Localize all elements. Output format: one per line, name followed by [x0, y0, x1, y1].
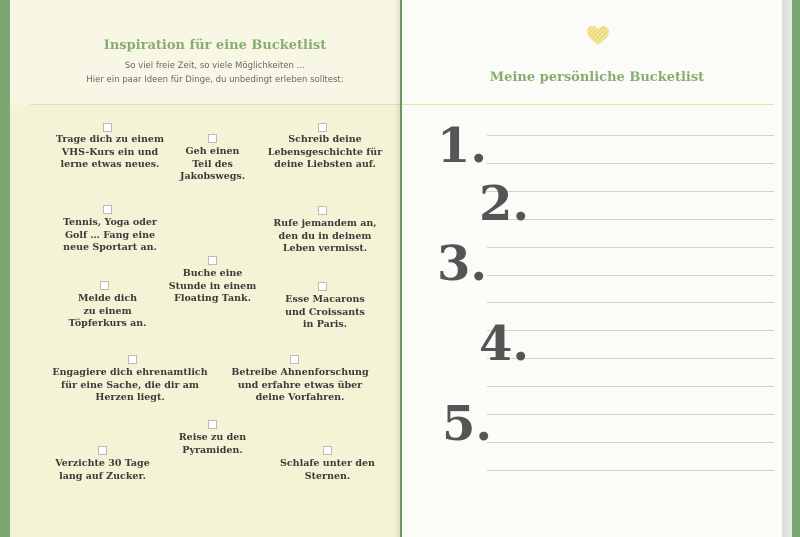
idea-checkbox[interactable]	[103, 123, 112, 132]
idea-text: Geh einen Teil des Jakobswegs.	[179, 146, 246, 182]
idea-text: Esse Macarons und Croissants in Paris.	[285, 294, 365, 330]
idea-checkbox[interactable]	[208, 134, 217, 143]
writing-line	[487, 275, 774, 276]
left-page-title: Inspiration für eine Bucketlist	[103, 38, 327, 53]
page-edge	[782, 0, 792, 537]
idea-text: Schreib deine Lebensgeschichte für deine Liebsten auf.	[267, 134, 383, 170]
idea-text: Betreibe Ahnenforschung und erfahre etwas über deine Vorfahren.	[231, 367, 369, 403]
writing-line	[487, 219, 774, 220]
right-page	[402, 0, 792, 537]
left-header-divider	[30, 104, 400, 105]
idea-text: Melde dich zu einem Töpferkurs an.	[68, 293, 147, 329]
idea-text: Engagiere dich ehrenamtlich für eine Sache, die dir am Herzen liegt.	[52, 367, 208, 403]
idea-checkbox[interactable]	[318, 282, 327, 291]
idea-checkbox[interactable]	[318, 206, 327, 215]
heart-icon	[587, 26, 609, 46]
idea-text: Reise zu den Pyramiden.	[178, 432, 247, 456]
list-number-4: 4.	[479, 316, 530, 372]
left-page	[10, 0, 400, 537]
idea-text: Verzichte 30 Tage lang auf Zucker.	[55, 458, 150, 482]
idea-checkbox[interactable]	[98, 446, 107, 455]
left-page-subtitle-1: So viel freie Zeit, so viele Möglichkeiten …	[124, 61, 306, 71]
writing-line	[487, 442, 774, 443]
idea-text: Schlafe unter den Sternen.	[280, 458, 375, 482]
idea-checkbox[interactable]	[100, 281, 109, 290]
writing-line	[487, 330, 774, 331]
idea-text: Trage dich zu einem VHS-Kurs ein und lerne etwas neues.	[55, 134, 165, 170]
writing-line	[487, 247, 774, 248]
list-number-1: 1.	[437, 118, 488, 174]
right-page-title: Meine persönliche Bucketlist	[489, 70, 705, 85]
writing-line	[487, 470, 774, 471]
idea-text: Tennis, Yoga oder Golf … Fang eine neue Sportart an.	[63, 217, 157, 253]
idea-checkbox[interactable]	[208, 256, 217, 265]
list-number-5: 5.	[442, 396, 493, 452]
list-number-3: 3.	[437, 236, 488, 292]
writing-line	[487, 302, 774, 303]
writing-line	[487, 135, 774, 136]
writing-line	[487, 358, 774, 359]
idea-checkbox[interactable]	[323, 446, 332, 455]
idea-checkbox[interactable]	[318, 123, 327, 132]
idea-text: Rufe jemandem an, den du in deinem Leben vermisst.	[273, 218, 377, 254]
writing-line	[487, 414, 774, 415]
right-header-divider	[402, 104, 774, 105]
writing-line	[487, 163, 774, 164]
writing-line	[487, 191, 774, 192]
idea-checkbox[interactable]	[208, 420, 217, 429]
idea-checkbox[interactable]	[128, 355, 137, 364]
idea-text: Buche eine Stunde in einem Floating Tank.	[168, 268, 257, 304]
idea-checkbox[interactable]	[103, 205, 112, 214]
open-book	[10, 0, 792, 537]
left-page-subtitle-2: Hier ein paar Ideen für Dinge, du unbedingt erleben solltest:	[86, 75, 344, 85]
list-number-2: 2.	[479, 176, 530, 232]
writing-line	[487, 386, 774, 387]
idea-checkbox[interactable]	[290, 355, 299, 364]
